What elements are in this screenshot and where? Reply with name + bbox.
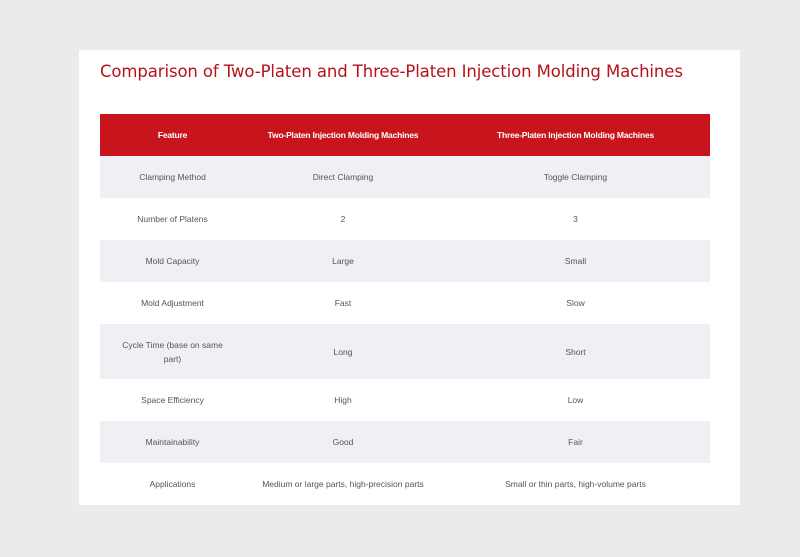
feature-cell: Clamping Method (100, 156, 245, 198)
table-row (100, 282, 710, 324)
two-platen-cell: Medium or large parts, high-precision parts (245, 463, 441, 505)
three-platen-cell: Fair (441, 421, 710, 463)
table-row (100, 324, 710, 379)
feature-cell: Number of Platens (100, 198, 245, 240)
table-row (100, 463, 710, 505)
two-platen-cell: Fast (245, 282, 441, 324)
table-row (100, 198, 710, 240)
three-platen-cell: Toggle Clamping (441, 156, 710, 198)
feature-cell: Mold Adjustment (100, 282, 245, 324)
table-row (100, 156, 710, 198)
three-platen-cell: Short (441, 324, 710, 379)
table-row (100, 240, 710, 282)
comparison-table (100, 114, 710, 505)
three-platen-cell: Small (441, 240, 710, 282)
header-two-platen: Two-Platen Injection Molding Machines (245, 114, 441, 156)
header-three-platen: Three-Platen Injection Molding Machines (441, 114, 710, 156)
three-platen-cell: 3 (441, 198, 710, 240)
page-title: Comparison of Two-Platen and Three-Platen Injection Molding Machines (100, 62, 683, 81)
feature-cell: Mold Capacity (100, 240, 245, 282)
feature-cell: Cycle Time (base on same part) (100, 324, 245, 379)
two-platen-cell: 2 (245, 198, 441, 240)
two-platen-cell: Long (245, 324, 441, 379)
feature-cell: Space Efficiency (100, 379, 245, 421)
table-row (100, 379, 710, 421)
three-platen-cell: Low (441, 379, 710, 421)
table-header-row (100, 114, 710, 156)
two-platen-cell: Good (245, 421, 441, 463)
content-card (79, 50, 740, 505)
table-row (100, 421, 710, 463)
three-platen-cell: Slow (441, 282, 710, 324)
feature-cell: Maintainability (100, 421, 245, 463)
feature-cell: Applications (100, 463, 245, 505)
header-feature: Feature (100, 114, 245, 156)
two-platen-cell: Direct Clamping (245, 156, 441, 198)
three-platen-cell: Small or thin parts, high-volume parts (441, 463, 710, 505)
two-platen-cell: High (245, 379, 441, 421)
two-platen-cell: Large (245, 240, 441, 282)
